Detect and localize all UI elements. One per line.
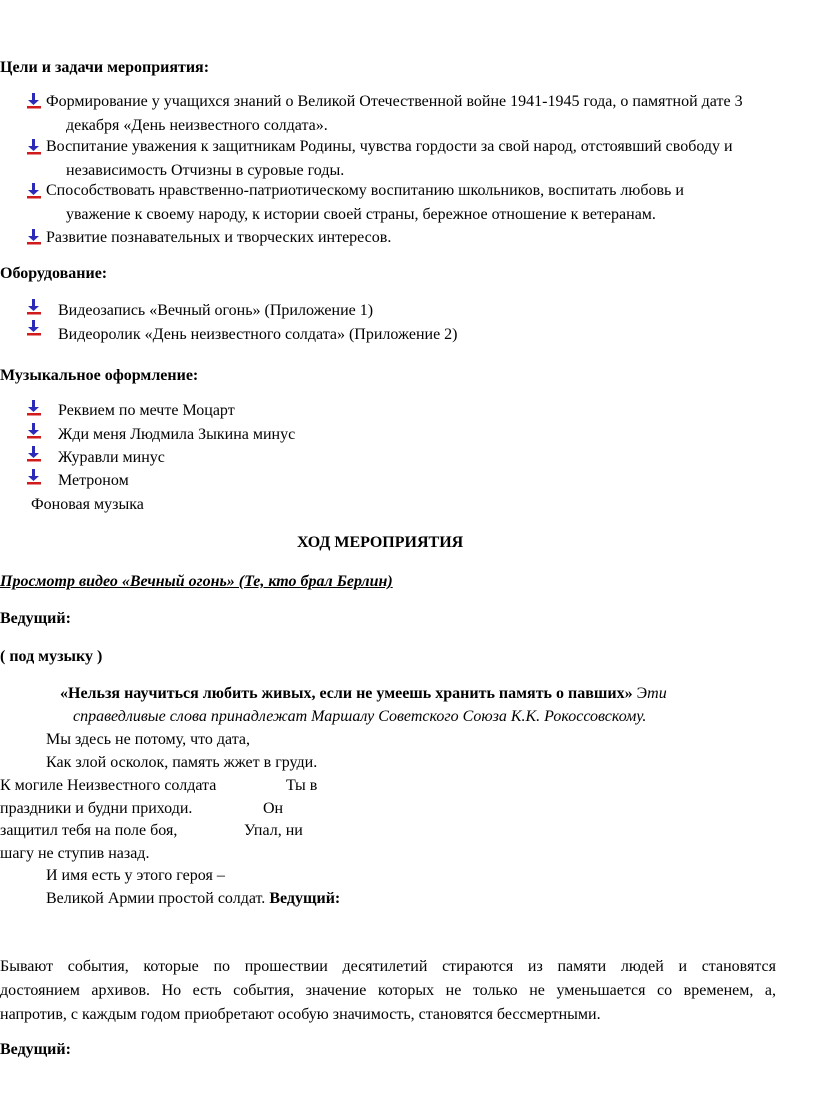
paragraph-line-2: достоянием архивов. Но есть события, значение которых не только не уменьшается со временем, а, (0, 982, 776, 999)
arrow-bullet-icon (27, 400, 41, 416)
music-note: ( под музыку ) (0, 648, 103, 665)
poem-line-8 (46, 889, 340, 909)
poem-line-5a: защитил тебя на поле боя, (0, 822, 178, 839)
poem-line-4a: праздники и будни приходи. (0, 800, 193, 817)
arrow-bullet-icon (27, 469, 41, 485)
arrow-bullet-icon (27, 299, 41, 315)
equipment-item-1: Видеозапись «Вечный огонь» (Приложение 1) (58, 302, 374, 319)
poem-line-7: И имя есть у этого героя – (46, 867, 225, 884)
arrow-bullet-icon (27, 320, 41, 336)
music-heading: Музыкальное оформление: (0, 367, 199, 384)
quote-bold: «Нельзя научиться любить живых, если не умеешь хранить память о павших» (60, 685, 633, 702)
arrow-bullet-icon (27, 93, 41, 109)
poem-line-6: шагу не ступив назад. (0, 845, 150, 862)
music-item-1: Реквием по мечте Моцарт (58, 402, 235, 419)
intro-paragraph (0, 955, 776, 1027)
goal-item-3-line2: уважение к своему народу, к истории своей страны, бережное отношение к ветеранам. (66, 206, 656, 223)
poem-line-8a: Великой Армии простой солдат. (46, 890, 266, 907)
host-label-1: Ведущий: (0, 610, 71, 627)
arrow-bullet-icon (27, 139, 41, 155)
quote-line-2: справедливые слова принадлежат Маршалу Советского Союза К.К. Рокоссовскому. (73, 708, 647, 725)
equipment-heading: Оборудование: (0, 265, 108, 282)
poem-line-5b: Упал, ни (244, 822, 303, 839)
arrow-bullet-icon (27, 229, 41, 245)
goals-heading: Цели и задачи мероприятия: (0, 59, 210, 76)
music-item-3: Журавли минус (58, 449, 165, 466)
music-extra: Фоновая музыка (31, 496, 144, 513)
video-line: Просмотр видео «Вечный огонь» (Те, кто брал Берлин) (0, 573, 393, 590)
equipment-item-2: Видеоролик «День неизвестного солдата» (Приложение 2) (58, 326, 458, 343)
goal-item-1-line1: Формирование у учащихся знаний о Великой Отечественной войне 1941-1945 года, о памятной дате 3 (46, 93, 743, 110)
quote-line-1 (60, 684, 667, 704)
goal-item-3-line1: Способствовать нравственно-патриотическому воспитанию школьников, воспитать любовь и (46, 182, 684, 199)
goal-item-2-line2: независимость Отчизны в суровые годы. (66, 162, 345, 179)
poem-line-3a: К могиле Неизвестного солдата (0, 777, 217, 794)
poem-line-1: Мы здесь не потому, что дата, (46, 731, 251, 748)
host-label-2: Ведущий: (269, 890, 341, 907)
goal-item-1-line2: декабря «День неизвестного солдата». (66, 117, 328, 134)
poem-line-4b: Он (263, 800, 284, 817)
music-item-4: Метроном (58, 472, 129, 489)
music-item-2: Жди меня Людмила Зыкина минус (58, 426, 296, 443)
host-label-3: Ведущий: (0, 1041, 71, 1058)
quote-italic-1: ти (647, 685, 667, 702)
goal-item-4-line1: Развитие познавательных и творческих интересов. (46, 229, 392, 246)
event-title: ХОД МЕРОПРИЯТИЯ (297, 534, 464, 551)
poem-line-3b: Ты в (286, 777, 318, 794)
paragraph-line-3: напротив, с каждым годом приобретают особую значимость, становятся бессмертными. (0, 1006, 601, 1023)
arrow-bullet-icon (27, 183, 41, 199)
poem-line-2: Как злой осколок, память жжет в груди. (46, 754, 318, 771)
paragraph-line-1: Бывают события, которые по прошествии десятилетий стираются из памяти людей и становятся (0, 958, 776, 975)
arrow-bullet-icon (27, 423, 41, 439)
arrow-bullet-icon (27, 446, 41, 462)
quote-e: Э (636, 685, 648, 702)
goal-item-2-line1: Воспитание уважения к защитникам Родины, чувства гордости за свой народ, отстоявший свободу и (46, 138, 733, 155)
